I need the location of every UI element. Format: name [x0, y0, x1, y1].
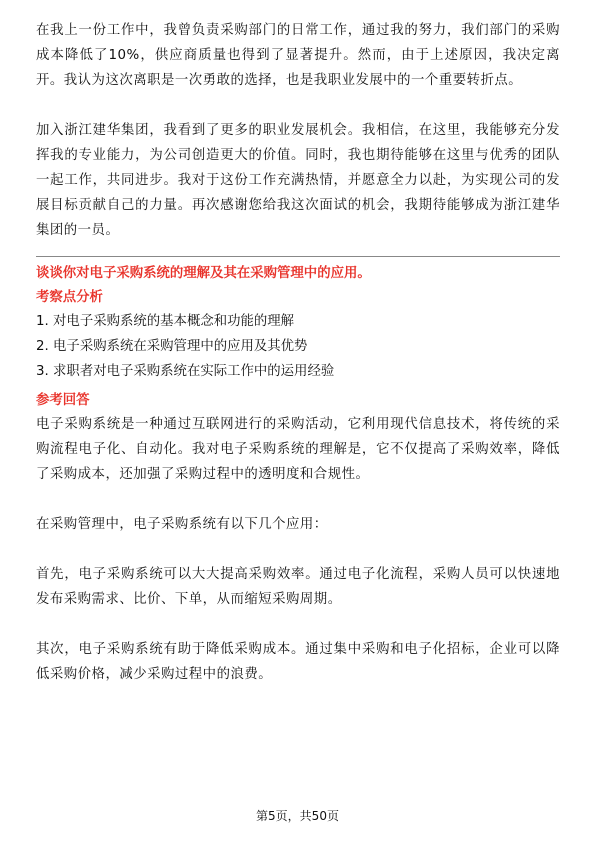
- paragraph-gap: [36, 93, 560, 118]
- answer-paragraph-2: 在采购管理中，电子采购系统有以下几个应用：: [36, 517, 328, 532]
- page-number-footer: 第5页，共50页: [256, 809, 339, 823]
- analysis-item-3: 3. 求职者对电子采购系统在实际工作中的运用经验: [36, 364, 335, 379]
- analysis-item-2: 2. 电子采购系统在采购管理中的应用及其优势: [36, 339, 308, 354]
- question-title: 谈谈你对电子采购系统的理解及其在采购管理中的应用。: [36, 266, 371, 281]
- paragraph-gap: [36, 612, 560, 637]
- analysis-label: 考察点分析: [36, 290, 103, 305]
- paragraph-gap: [36, 487, 560, 512]
- intro-paragraph-1: 在我上一份工作中，我曾负责采购部门的日常工作，通过我的努力，我们部门的采购成本降低了10%，供应商质量也得到了显著提升。然而，由于上述原因，我决定离开。我认为这次离职是一次勇敢的选择，也是我职业发展中的一个重要转折点。: [36, 23, 560, 88]
- section-divider: [36, 256, 560, 257]
- answer-paragraph-1: 电子采购系统是一种通过互联网进行的采购活动，它利用现代信息技术，将传统的采购流程电子化、自动化。我对电子采购系统的理解是，它不仅提高了采购效率，降低了采购成本，还加强了采购过程中的透明度和合规性。: [36, 417, 560, 482]
- page-content: [36, 18, 560, 687]
- answer-paragraph-3: 首先，电子采购系统可以大大提高采购效率。通过电子化流程，采购人员可以快速地发布采购需求、比价、下单，从而缩短采购周期。: [36, 567, 560, 607]
- answer-label: 参考回答: [36, 393, 90, 408]
- intro-paragraph-2: 加入浙江建华集团，我看到了更多的职业发展机会。我相信，在这里，我能够充分发挥我的专业能力，为公司创造更大的价值。同时，我也期待能够在这里与优秀的团队一起工作，共同进步。我对于这份工作充满热情，并愿意全力以赴，为实现公司的发展目标贡献自己的力量。再次感谢您给我这次面试的机会，我期待能够成为浙江建华集团的一员。: [36, 123, 560, 238]
- paragraph-gap: [36, 537, 560, 562]
- analysis-item-1: 1. 对电子采购系统的基本概念和功能的理解: [36, 314, 295, 329]
- answer-paragraph-4: 其次，电子采购系统有助于降低采购成本。通过集中采购和电子化招标，企业可以降低采购价格，减少采购过程中的浪费。: [36, 642, 560, 682]
